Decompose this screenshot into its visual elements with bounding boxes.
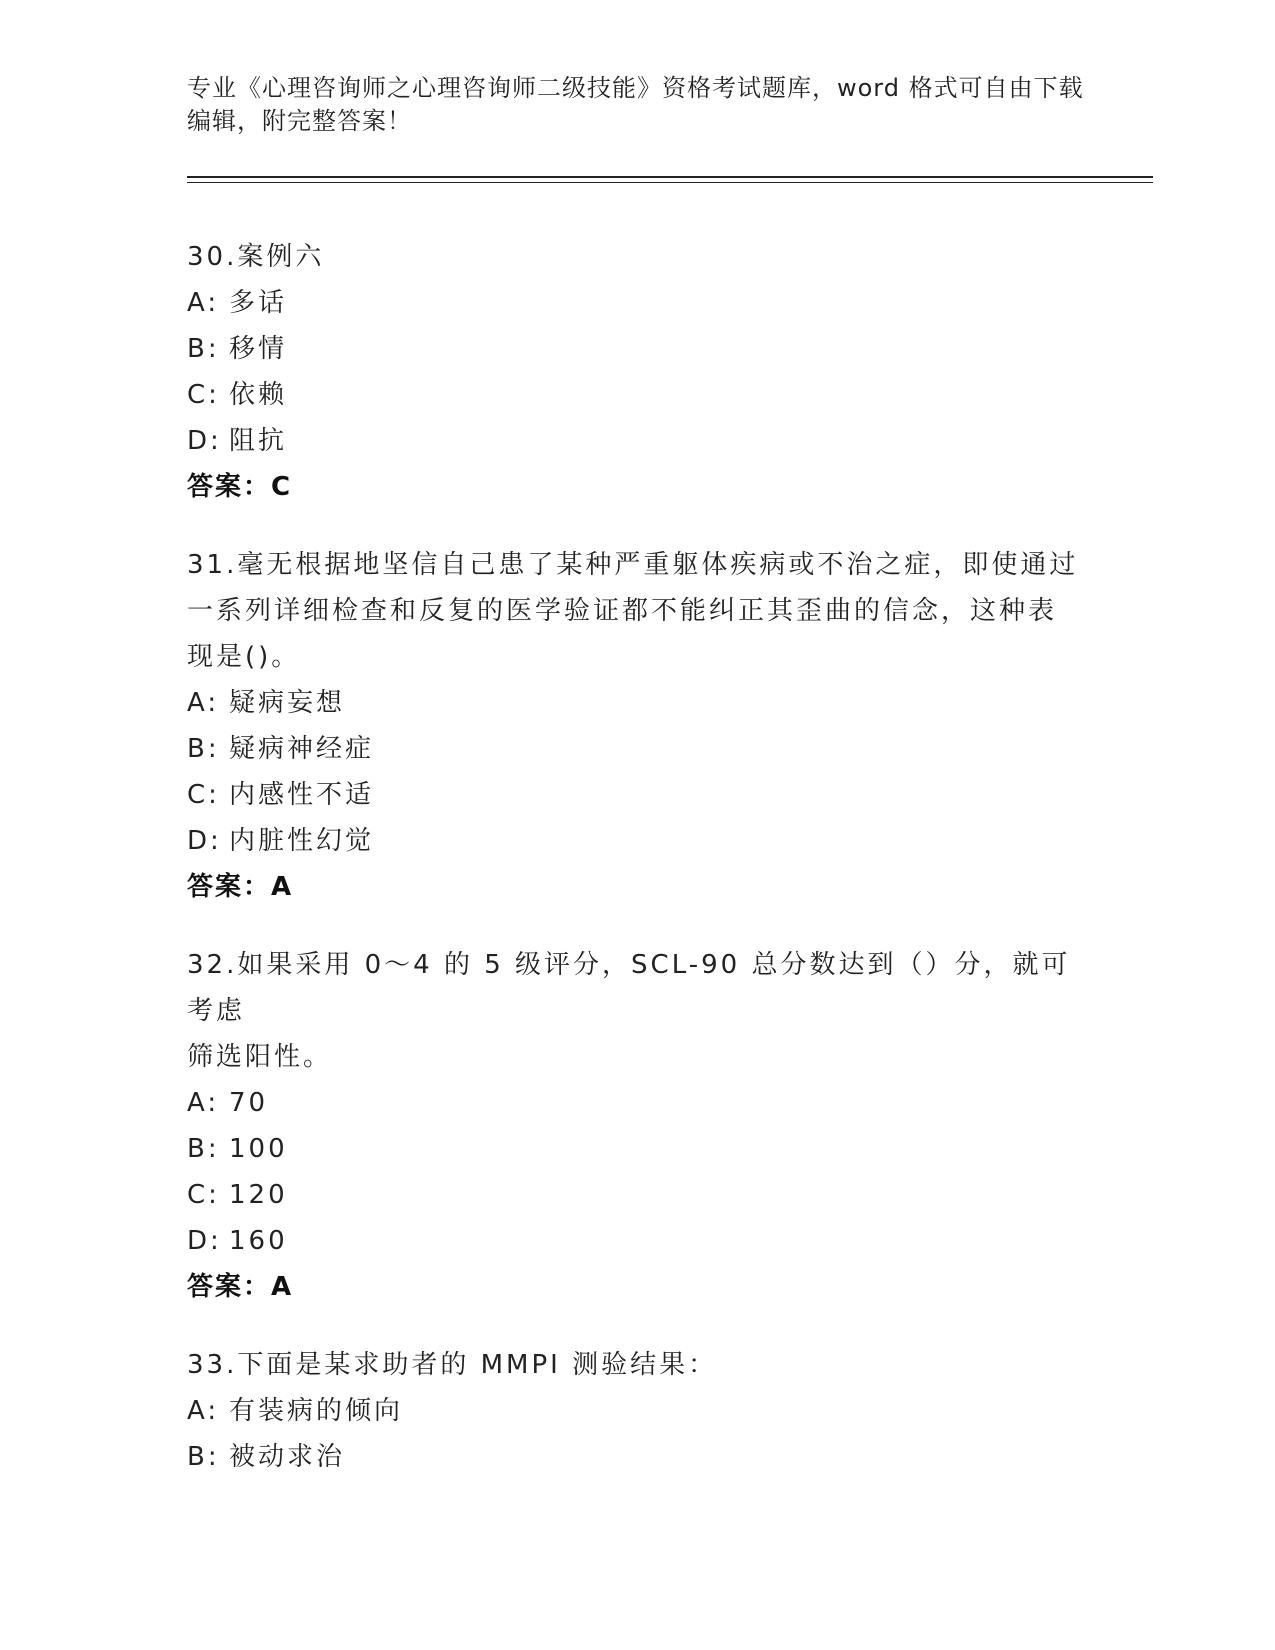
option-text: 疑病妄想 — [229, 688, 346, 718]
option-key: A: — [187, 1088, 220, 1118]
question-text: 32.如果采用 0～4 的 5 级评分，SCL-90 总分数达到（）分，就可考虑 — [187, 950, 1071, 1026]
option-a — [187, 1388, 1087, 1434]
header-divider-thick — [187, 176, 1153, 178]
answer-line: 答案：A — [187, 1272, 294, 1302]
option-key: A: — [187, 1396, 220, 1426]
option-key: B: — [187, 1442, 220, 1472]
answer-line: 答案：C — [187, 472, 293, 502]
option-key: D: — [187, 1226, 222, 1256]
option-a — [187, 1080, 1087, 1126]
question-text: 一系列详细检查和反复的医学验证都不能纠正其歪曲的信念，这种表 — [187, 596, 1058, 626]
option-key: B: — [187, 1134, 220, 1164]
option-d — [187, 818, 1087, 864]
question-text: 30.案例六 — [187, 242, 325, 272]
option-key: B: — [187, 334, 220, 364]
option-key: A: — [187, 288, 220, 318]
option-b — [187, 726, 1087, 772]
header-line-2: 编辑，附完整答案！ — [187, 107, 412, 135]
option-c — [187, 1172, 1087, 1218]
question-text: 现是()。 — [187, 642, 301, 672]
document-header — [187, 72, 1087, 138]
option-text: 100 — [229, 1134, 288, 1164]
option-b — [187, 1126, 1087, 1172]
question-text: 31.毫无根据地坚信自己患了某种严重躯体疾病或不治之症，即使通过 — [187, 550, 1079, 580]
question-30 — [187, 234, 1087, 510]
question-31 — [187, 542, 1087, 910]
option-d — [187, 418, 1087, 464]
option-text: 移情 — [229, 334, 288, 364]
question-list — [187, 234, 1087, 1512]
option-key: D: — [187, 826, 222, 856]
option-text: 阻抗 — [229, 426, 288, 456]
question-33 — [187, 1342, 1087, 1480]
option-text: 120 — [229, 1180, 288, 1210]
option-key: A: — [187, 688, 220, 718]
option-key: C: — [187, 1180, 220, 1210]
answer-line: 答案：A — [187, 872, 294, 902]
option-d — [187, 1218, 1087, 1264]
option-text: 内脏性幻觉 — [229, 826, 375, 856]
question-text: 筛选阳性。 — [187, 1042, 333, 1072]
option-text: 疑病神经症 — [229, 734, 375, 764]
header-divider-thin — [187, 182, 1153, 183]
question-32 — [187, 942, 1087, 1310]
option-text: 70 — [229, 1088, 269, 1118]
header-line-1: 专业《心理咨询师之心理咨询师二级技能》资格考试题库，word 格式可自由下载 — [187, 74, 1084, 102]
option-key: B: — [187, 734, 220, 764]
option-key: C: — [187, 780, 220, 810]
option-text: 160 — [229, 1226, 288, 1256]
option-b — [187, 326, 1087, 372]
option-c — [187, 372, 1087, 418]
option-b — [187, 1434, 1087, 1480]
option-key: D: — [187, 426, 222, 456]
option-text: 多话 — [229, 288, 288, 318]
option-text: 依赖 — [229, 380, 288, 410]
option-a — [187, 680, 1087, 726]
option-text: 内感性不适 — [229, 780, 375, 810]
option-text: 被动求治 — [229, 1442, 346, 1472]
option-a — [187, 280, 1087, 326]
option-text: 有装病的倾向 — [229, 1396, 404, 1426]
question-text: 33.下面是某求助者的 MMPI 测验结果： — [187, 1350, 718, 1380]
option-c — [187, 772, 1087, 818]
option-key: C: — [187, 380, 220, 410]
